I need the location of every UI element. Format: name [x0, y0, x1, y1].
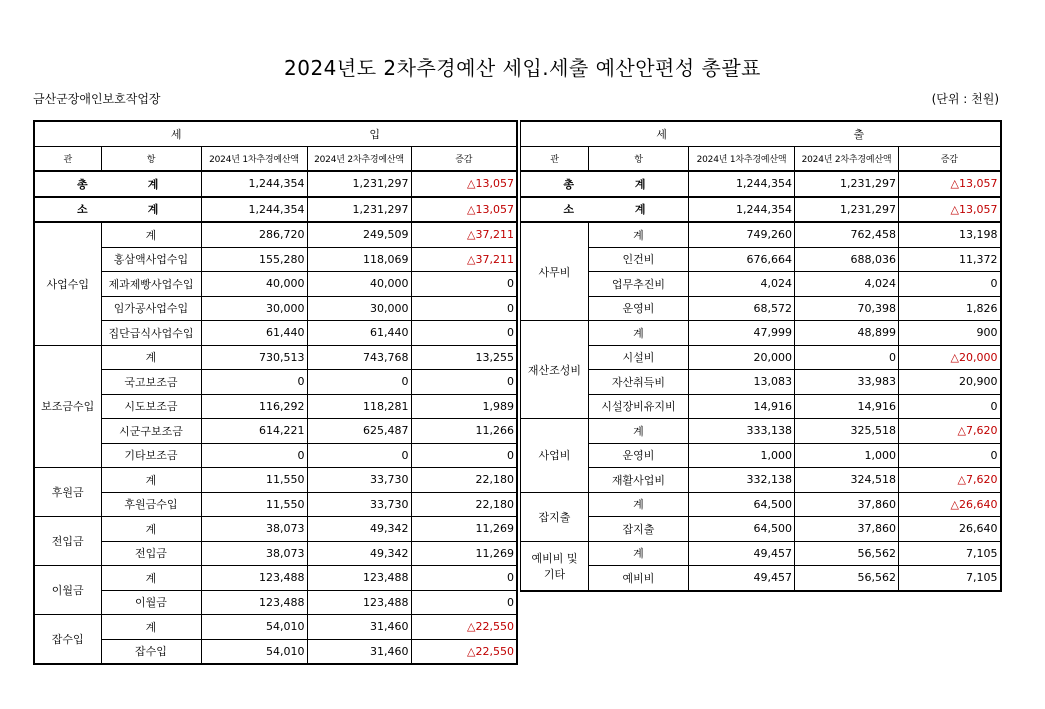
budget-2nd-value: 56,562	[795, 541, 899, 566]
item-name: 계	[101, 222, 201, 247]
item-name: 자산취득비	[589, 370, 689, 395]
budget-2nd-value: 324,518	[795, 468, 899, 493]
budget-1st-value: 20,000	[689, 345, 795, 370]
data-row	[34, 247, 517, 272]
change-value: 22,180	[411, 468, 517, 493]
item-name: 예비비	[589, 566, 689, 591]
change-value: 11,269	[411, 517, 517, 542]
item-name: 임가공사업수입	[101, 296, 201, 321]
section-header-char: 세	[656, 127, 667, 141]
budget-2nd-value: 688,036	[795, 247, 899, 272]
budget-2nd-value: 118,069	[307, 247, 411, 272]
data-row	[34, 222, 517, 247]
category-cell: 예비비 및 기타	[521, 541, 589, 591]
budget-1st-value: 1,000	[689, 443, 795, 468]
budget-1st-value: 333,138	[689, 419, 795, 444]
column-header: 2024년 2차추경예산액	[307, 146, 411, 171]
budget-2nd-value: 762,458	[795, 222, 899, 247]
change-value: 7,105	[899, 566, 1001, 591]
category-cell: 사업비	[521, 419, 589, 493]
column-header: 2024년 1차추경예산액	[201, 146, 307, 171]
data-row	[521, 345, 1001, 370]
budget-2nd-value: 0	[307, 443, 411, 468]
data-row	[34, 345, 517, 370]
organization-name: 금산군장애인보호작업장	[33, 92, 161, 106]
data-row	[521, 468, 1001, 493]
budget-1st-value: 11,550	[201, 492, 307, 517]
data-row	[34, 615, 517, 640]
data-row	[521, 419, 1001, 444]
data-row	[521, 321, 1001, 346]
budget-1st-value: 286,720	[201, 222, 307, 247]
budget-2nd-value: 33,730	[307, 468, 411, 493]
item-name: 집단급식사업수입	[101, 321, 201, 346]
data-row	[521, 272, 1001, 297]
item-name: 시군구보조금	[101, 419, 201, 444]
budget-2nd-value: 625,487	[307, 419, 411, 444]
total-row	[521, 171, 1001, 197]
budget-2nd-value: 48,899	[795, 321, 899, 346]
budget-2nd-value: 1,000	[795, 443, 899, 468]
budget-1st-value: 38,073	[201, 517, 307, 542]
budget-1st-value: 49,457	[689, 541, 795, 566]
item-name: 계	[589, 541, 689, 566]
item-name: 기타보조금	[101, 443, 201, 468]
item-name: 계	[589, 492, 689, 517]
budget-1st-value: 155,280	[201, 247, 307, 272]
data-row	[521, 566, 1001, 591]
category-cell: 사무비	[521, 222, 589, 321]
budget-2nd-value: 37,860	[795, 492, 899, 517]
budget-2nd-value: 40,000	[307, 272, 411, 297]
budget-2nd-value: 61,440	[307, 321, 411, 346]
section-header-char: 세	[170, 127, 182, 141]
change-value: 11,266	[411, 419, 517, 444]
revenue-table	[33, 120, 518, 665]
change-value: △26,640	[899, 492, 1001, 517]
data-row	[34, 541, 517, 566]
category-cell: 사업수입	[34, 222, 101, 345]
column-header: 관	[34, 146, 101, 171]
budget-2nd-value: 743,768	[307, 345, 411, 370]
data-row	[521, 247, 1001, 272]
data-row	[521, 541, 1001, 566]
data-row	[521, 443, 1001, 468]
budget-2nd-value: 49,342	[307, 517, 411, 542]
item-name: 전입금	[101, 541, 201, 566]
data-row	[34, 394, 517, 419]
budget-2nd-value: 70,398	[795, 296, 899, 321]
subtotal-label-char: 소	[563, 203, 575, 217]
item-name: 잡지출	[589, 517, 689, 542]
budget-1st-value: 332,138	[689, 468, 795, 493]
unit-label: (단위 : 천원)	[931, 92, 999, 106]
total-label-char: 총	[563, 177, 575, 191]
data-row	[521, 296, 1001, 321]
item-name: 계	[101, 517, 201, 542]
budget-2nd-value: 14,916	[795, 394, 899, 419]
column-header-row	[34, 146, 517, 171]
budget-1st-value: 47,999	[689, 321, 795, 346]
budget-2nd-value: 1,231,297	[795, 197, 899, 223]
column-header: 항	[101, 146, 201, 171]
item-name: 인건비	[589, 247, 689, 272]
page-title: 2024년도 2차추경예산 세입.세출 예산안편성 총괄표	[284, 56, 761, 80]
section-header	[521, 121, 1001, 146]
column-header: 관	[521, 146, 589, 171]
total-label-char: 계	[147, 177, 159, 191]
category-cell: 잡지출	[521, 492, 589, 541]
budget-2nd-value: 31,460	[307, 639, 411, 664]
item-name: 운영비	[589, 443, 689, 468]
change-value: 26,640	[899, 517, 1001, 542]
budget-1st-value: 38,073	[201, 541, 307, 566]
budget-2nd-value: 4,024	[795, 272, 899, 297]
column-header: 증감	[899, 146, 1001, 171]
data-row	[34, 468, 517, 493]
budget-1st-value: 0	[201, 370, 307, 395]
data-row	[521, 517, 1001, 542]
total-row	[34, 171, 517, 197]
section-header-char: 출	[853, 127, 865, 141]
item-name: 후원금수입	[101, 492, 201, 517]
budget-1st-value: 116,292	[201, 394, 307, 419]
budget-2nd-value: 33,730	[307, 492, 411, 517]
budget-1st-value: 64,500	[689, 492, 795, 517]
change-value: 1,989	[411, 394, 517, 419]
budget-1st-value: 40,000	[201, 272, 307, 297]
data-row	[521, 222, 1001, 247]
budget-1st-value: 49,457	[689, 566, 795, 591]
item-name: 홍삼액사업수입	[101, 247, 201, 272]
data-row	[521, 492, 1001, 517]
budget-2nd-value: 37,860	[795, 517, 899, 542]
change-value: 7,105	[899, 541, 1001, 566]
total-label	[521, 171, 689, 197]
budget-2nd-value: 30,000	[307, 296, 411, 321]
change-value: 13,255	[411, 345, 517, 370]
data-row	[34, 639, 517, 664]
change-value: 0	[899, 272, 1001, 297]
change-value: 20,900	[899, 370, 1001, 395]
subtotal-label	[521, 197, 689, 223]
change-value: 0	[411, 590, 517, 615]
data-row	[34, 296, 517, 321]
budget-2nd-value: 56,562	[795, 566, 899, 591]
data-row	[34, 419, 517, 444]
change-value: 0	[411, 566, 517, 591]
change-value: 11,372	[899, 247, 1001, 272]
budget-1st-value: 1,244,354	[689, 197, 795, 223]
data-row	[521, 370, 1001, 395]
category-cell: 전입금	[34, 517, 101, 566]
data-row	[34, 321, 517, 346]
subtotal-row	[34, 197, 517, 223]
budget-1st-value: 30,000	[201, 296, 307, 321]
budget-2nd-value: 49,342	[307, 541, 411, 566]
category-cell: 재산조성비	[521, 321, 589, 419]
category-cell: 후원금	[34, 468, 101, 517]
budget-1st-value: 123,488	[201, 590, 307, 615]
item-name: 계	[101, 566, 201, 591]
item-name: 계	[589, 222, 689, 247]
column-header: 증감	[411, 146, 517, 171]
data-row	[34, 370, 517, 395]
change-value: △20,000	[899, 345, 1001, 370]
change-value: 1,826	[899, 296, 1001, 321]
change-value: 0	[411, 370, 517, 395]
budget-2nd-value: 249,509	[307, 222, 411, 247]
budget-2nd-value: 1,231,297	[795, 171, 899, 197]
budget-1st-value: 1,244,354	[689, 171, 795, 197]
change-value: △22,550	[411, 615, 517, 640]
subtotal-label	[34, 197, 201, 223]
header-row	[34, 121, 517, 146]
budget-1st-value: 123,488	[201, 566, 307, 591]
budget-2nd-value: 1,231,297	[307, 171, 411, 197]
change-value: 900	[899, 321, 1001, 346]
budget-1st-value: 4,024	[689, 272, 795, 297]
budget-1st-value: 730,513	[201, 345, 307, 370]
data-row	[34, 272, 517, 297]
change-value: 0	[411, 321, 517, 346]
item-name: 잡수입	[101, 639, 201, 664]
budget-1st-value: 54,010	[201, 615, 307, 640]
budget-2nd-value: 1,231,297	[307, 197, 411, 223]
item-name: 시설장비유지비	[589, 394, 689, 419]
change-value: 0	[411, 443, 517, 468]
change-value: 0	[899, 443, 1001, 468]
subtotal-row	[521, 197, 1001, 223]
change-value: 0	[411, 272, 517, 297]
change-value: △13,057	[899, 197, 1001, 223]
budget-2nd-value: 123,488	[307, 566, 411, 591]
data-row	[521, 394, 1001, 419]
change-value: △13,057	[899, 171, 1001, 197]
budget-2nd-value: 123,488	[307, 590, 411, 615]
budget-1st-value: 614,221	[201, 419, 307, 444]
item-name: 업무추진비	[589, 272, 689, 297]
item-name: 운영비	[589, 296, 689, 321]
column-header: 항	[589, 146, 689, 171]
change-value: 22,180	[411, 492, 517, 517]
total-label-char: 총	[77, 177, 88, 191]
category-cell: 잡수입	[34, 615, 101, 665]
budget-2nd-value: 325,518	[795, 419, 899, 444]
expenditure-table	[520, 120, 1002, 592]
subtotal-label-char: 계	[634, 203, 646, 217]
item-name: 계	[589, 321, 689, 346]
budget-1st-value: 68,572	[689, 296, 795, 321]
change-value: 0	[411, 296, 517, 321]
budget-2nd-value: 33,983	[795, 370, 899, 395]
budget-1st-value: 676,664	[689, 247, 795, 272]
data-row	[34, 566, 517, 591]
change-value: 11,269	[411, 541, 517, 566]
item-name: 국고보조금	[101, 370, 201, 395]
budget-1st-value: 54,010	[201, 639, 307, 664]
item-name: 계	[101, 468, 201, 493]
subtotal-label-char: 계	[147, 203, 159, 217]
budget-2nd-value: 118,281	[307, 394, 411, 419]
item-name: 계	[101, 615, 201, 640]
change-value: 13,198	[899, 222, 1001, 247]
item-name: 계	[589, 419, 689, 444]
section-header-char: 입	[369, 127, 381, 141]
item-name: 계	[101, 345, 201, 370]
budget-1st-value: 11,550	[201, 468, 307, 493]
change-value: 0	[899, 394, 1001, 419]
item-name: 시도보조금	[101, 394, 201, 419]
change-value: △7,620	[899, 419, 1001, 444]
data-row	[34, 443, 517, 468]
subtotal-label-char: 소	[77, 203, 88, 217]
header-row	[521, 121, 1001, 146]
budget-2nd-value: 31,460	[307, 615, 411, 640]
item-name: 제과제빵사업수입	[101, 272, 201, 297]
change-value: △37,211	[411, 247, 517, 272]
section-header	[34, 121, 517, 146]
total-label	[34, 171, 201, 197]
data-row	[34, 590, 517, 615]
data-row	[34, 492, 517, 517]
change-value: △7,620	[899, 468, 1001, 493]
category-cell: 보조금수입	[34, 345, 101, 468]
total-label-char: 계	[634, 177, 646, 191]
data-row	[34, 517, 517, 542]
change-value: △22,550	[411, 639, 517, 664]
change-value: △37,211	[411, 222, 517, 247]
item-name: 시설비	[589, 345, 689, 370]
budget-1st-value: 14,916	[689, 394, 795, 419]
budget-2nd-value: 0	[795, 345, 899, 370]
column-header-row	[521, 146, 1001, 171]
column-header: 2024년 2차추경예산액	[795, 146, 899, 171]
budget-1st-value: 64,500	[689, 517, 795, 542]
budget-1st-value: 1,244,354	[201, 171, 307, 197]
change-value: △13,057	[411, 171, 517, 197]
column-header: 2024년 1차추경예산액	[689, 146, 795, 171]
budget-1st-value: 1,244,354	[201, 197, 307, 223]
change-value: △13,057	[411, 197, 517, 223]
category-cell: 이월금	[34, 566, 101, 615]
budget-1st-value: 13,083	[689, 370, 795, 395]
item-name: 재활사업비	[589, 468, 689, 493]
budget-2nd-value: 0	[307, 370, 411, 395]
item-name: 이월금	[101, 590, 201, 615]
budget-1st-value: 61,440	[201, 321, 307, 346]
budget-1st-value: 0	[201, 443, 307, 468]
budget-1st-value: 749,260	[689, 222, 795, 247]
